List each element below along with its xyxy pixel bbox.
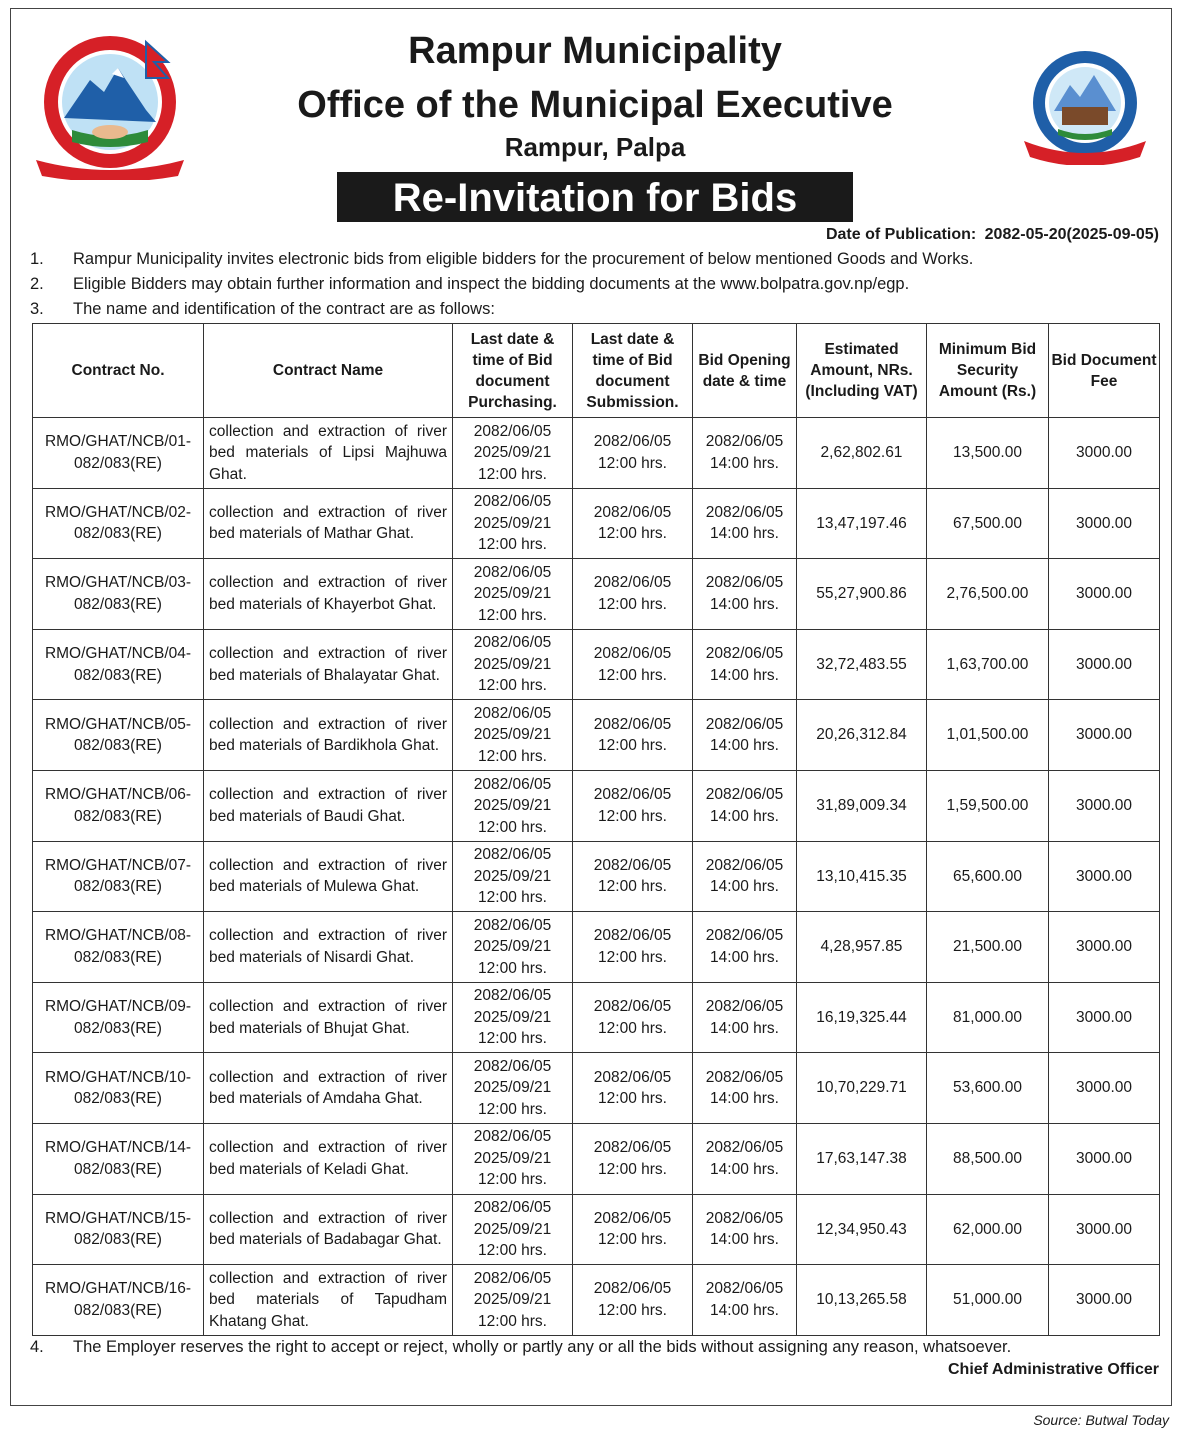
table-row: [33, 982, 1160, 1053]
cell-document-fee: 3000.00: [1049, 700, 1160, 771]
paragraph-2: [30, 275, 909, 294]
header-purchase-deadline: Last date & time of Bid document Purchasing.: [453, 324, 573, 418]
cell-bid-security: 53,600.00: [927, 1053, 1049, 1124]
cell-purchase-deadline: 2082/06/05 2025/09/21 12:00 hrs.: [453, 629, 573, 700]
table-body: [33, 418, 1160, 1336]
table-row: [33, 1123, 1160, 1194]
publication-date-label: Date of Publication:: [825, 226, 977, 243]
cell-opening-date: 2082/06/05 14:00 hrs.: [693, 841, 797, 912]
cell-contract-name: collection and extraction of river bed materials of Mathar Ghat.: [204, 488, 453, 559]
cell-bid-security: 21,500.00: [927, 912, 1049, 983]
cell-document-fee: 3000.00: [1049, 418, 1160, 489]
cell-contract-no: RMO/GHAT/NCB/14-082/083(RE): [33, 1123, 204, 1194]
contracts-table: [32, 323, 1160, 1336]
paragraph-text: The Employer reserves the right to accept or reject, wholly or partly any or all the bids without assigning any reason, whatsoever.: [73, 1338, 1012, 1356]
paragraph-number: 1.: [30, 250, 44, 268]
cell-document-fee: 3000.00: [1049, 841, 1160, 912]
cell-estimated-amount: 12,34,950.43: [797, 1194, 927, 1265]
cell-document-fee: 3000.00: [1049, 629, 1160, 700]
cell-estimated-amount: 17,63,147.38: [797, 1123, 927, 1194]
cell-contract-no: RMO/GHAT/NCB/01-082/083(RE): [33, 418, 204, 489]
cell-contract-name: collection and extraction of river bed materials of Tapudham Khatang Ghat.: [204, 1265, 453, 1336]
header-submission-deadline: Last date & time of Bid document Submission.: [573, 324, 693, 418]
cell-contract-name: collection and extraction of river bed materials of Bhalayatar Ghat.: [204, 629, 453, 700]
signatory: Chief Administrative Officer: [947, 1361, 1159, 1378]
publication-date-value: 2082-05-20(2025-09-05): [984, 226, 1159, 243]
paragraph-number: 3.: [30, 300, 44, 318]
table-row: [33, 912, 1160, 983]
cell-contract-no: RMO/GHAT/NCB/04-082/083(RE): [33, 629, 204, 700]
nepal-emblem-icon: [28, 30, 193, 180]
cell-purchase-deadline: 2082/06/05 2025/09/21 12:00 hrs.: [453, 559, 573, 630]
header-opening-date: Bid Opening date & time: [693, 324, 797, 418]
cell-bid-security: 1,63,700.00: [927, 629, 1049, 700]
cell-contract-no: RMO/GHAT/NCB/16-082/083(RE): [33, 1265, 204, 1336]
cell-purchase-deadline: 2082/06/05 2025/09/21 12:00 hrs.: [453, 418, 573, 489]
cell-bid-security: 88,500.00: [927, 1123, 1049, 1194]
cell-purchase-deadline: 2082/06/05 2025/09/21 12:00 hrs.: [453, 1194, 573, 1265]
cell-bid-security: 81,000.00: [927, 982, 1049, 1053]
cell-document-fee: 3000.00: [1049, 982, 1160, 1053]
cell-document-fee: 3000.00: [1049, 912, 1160, 983]
cell-opening-date: 2082/06/05 14:00 hrs.: [693, 1265, 797, 1336]
cell-document-fee: 3000.00: [1049, 488, 1160, 559]
cell-opening-date: 2082/06/05 14:00 hrs.: [693, 418, 797, 489]
cell-submission-deadline: 2082/06/05 12:00 hrs.: [573, 841, 693, 912]
organization-title: Rampur Municipality: [408, 30, 782, 72]
source-credit: Source: Butwal Today: [1033, 1412, 1169, 1428]
cell-contract-no: RMO/GHAT/NCB/05-082/083(RE): [33, 700, 204, 771]
cell-estimated-amount: 10,13,265.58: [797, 1265, 927, 1336]
cell-submission-deadline: 2082/06/05 12:00 hrs.: [573, 1194, 693, 1265]
publication-date: [822, 226, 1159, 244]
cell-submission-deadline: 2082/06/05 12:00 hrs.: [573, 488, 693, 559]
cell-purchase-deadline: 2082/06/05 2025/09/21 12:00 hrs.: [453, 1265, 573, 1336]
cell-document-fee: 3000.00: [1049, 1194, 1160, 1265]
paragraph-text: Eligible Bidders may obtain further information and inspect the bidding documents at the www.bolpatra.gov.np/egp.: [73, 275, 910, 293]
header-document-fee: Bid Document Fee: [1049, 324, 1160, 418]
office-title: Office of the Municipal Executive: [297, 84, 893, 126]
cell-contract-no: RMO/GHAT/NCB/03-082/083(RE): [33, 559, 204, 630]
cell-contract-no: RMO/GHAT/NCB/02-082/083(RE): [33, 488, 204, 559]
cell-estimated-amount: 31,89,009.34: [797, 770, 927, 841]
table-row: [33, 1194, 1160, 1265]
cell-bid-security: 2,76,500.00: [927, 559, 1049, 630]
cell-bid-security: 65,600.00: [927, 841, 1049, 912]
header-contract-name: Contract Name: [204, 324, 453, 418]
notice-title-banner: Re-Invitation for Bids: [337, 172, 853, 222]
cell-opening-date: 2082/06/05 14:00 hrs.: [693, 1123, 797, 1194]
cell-contract-no: RMO/GHAT/NCB/10-082/083(RE): [33, 1053, 204, 1124]
cell-contract-name: collection and extraction of river bed materials of Amdaha Ghat.: [204, 1053, 453, 1124]
cell-estimated-amount: 55,27,900.86: [797, 559, 927, 630]
cell-contract-name: collection and extraction of river bed materials of Khayerbot Ghat.: [204, 559, 453, 630]
table-row: [33, 700, 1160, 771]
cell-document-fee: 3000.00: [1049, 559, 1160, 630]
cell-submission-deadline: 2082/06/05 12:00 hrs.: [573, 982, 693, 1053]
cell-estimated-amount: 13,10,415.35: [797, 841, 927, 912]
cell-document-fee: 3000.00: [1049, 1123, 1160, 1194]
table-row: [33, 1265, 1160, 1336]
cell-contract-name: collection and extraction of river bed materials of Nisardi Ghat.: [204, 912, 453, 983]
paragraph-number: 2.: [30, 275, 44, 293]
cell-estimated-amount: 4,28,957.85: [797, 912, 927, 983]
cell-purchase-deadline: 2082/06/05 2025/09/21 12:00 hrs.: [453, 1053, 573, 1124]
cell-bid-security: 13,500.00: [927, 418, 1049, 489]
table-row: [33, 418, 1160, 489]
table-header-row: [33, 324, 1160, 418]
cell-submission-deadline: 2082/06/05 12:00 hrs.: [573, 1265, 693, 1336]
cell-submission-deadline: 2082/06/05 12:00 hrs.: [573, 1053, 693, 1124]
cell-estimated-amount: 32,72,483.55: [797, 629, 927, 700]
paragraph-text: Rampur Municipality invites electronic bids from eligible bidders for the procurement of below mentioned Goods and Works.: [73, 250, 974, 268]
table-row: [33, 559, 1160, 630]
cell-purchase-deadline: 2082/06/05 2025/09/21 12:00 hrs.: [453, 912, 573, 983]
cell-opening-date: 2082/06/05 14:00 hrs.: [693, 1053, 797, 1124]
cell-opening-date: 2082/06/05 14:00 hrs.: [693, 559, 797, 630]
table-row: [33, 1053, 1160, 1124]
cell-estimated-amount: 13,47,197.46: [797, 488, 927, 559]
cell-contract-name: collection and extraction of river bed materials of Keladi Ghat.: [204, 1123, 453, 1194]
header-contract-no: Contract No.: [33, 324, 204, 418]
cell-opening-date: 2082/06/05 14:00 hrs.: [693, 1194, 797, 1265]
cell-opening-date: 2082/06/05 14:00 hrs.: [693, 982, 797, 1053]
cell-bid-security: 1,01,500.00: [927, 700, 1049, 771]
cell-purchase-deadline: 2082/06/05 2025/09/21 12:00 hrs.: [453, 1123, 573, 1194]
cell-submission-deadline: 2082/06/05 12:00 hrs.: [573, 770, 693, 841]
cell-contract-no: RMO/GHAT/NCB/15-082/083(RE): [33, 1194, 204, 1265]
cell-contract-no: RMO/GHAT/NCB/09-082/083(RE): [33, 982, 204, 1053]
cell-estimated-amount: 20,26,312.84: [797, 700, 927, 771]
cell-document-fee: 3000.00: [1049, 770, 1160, 841]
paragraph-3: [30, 300, 495, 319]
cell-bid-security: 67,500.00: [927, 488, 1049, 559]
paragraph-text: The name and identification of the contract are as follows:: [73, 300, 495, 318]
cell-purchase-deadline: 2082/06/05 2025/09/21 12:00 hrs.: [453, 982, 573, 1053]
header-bid-security: Minimum Bid Security Amount (Rs.): [927, 324, 1049, 418]
paragraph-4: [30, 1338, 1011, 1357]
location-subtitle: Rampur, Palpa: [504, 132, 686, 162]
cell-contract-name: collection and extraction of river bed materials of Bardikhola Ghat.: [204, 700, 453, 771]
cell-purchase-deadline: 2082/06/05 2025/09/21 12:00 hrs.: [453, 488, 573, 559]
cell-opening-date: 2082/06/05 14:00 hrs.: [693, 912, 797, 983]
cell-purchase-deadline: 2082/06/05 2025/09/21 12:00 hrs.: [453, 841, 573, 912]
cell-opening-date: 2082/06/05 14:00 hrs.: [693, 629, 797, 700]
cell-submission-deadline: 2082/06/05 12:00 hrs.: [573, 700, 693, 771]
cell-bid-security: 51,000.00: [927, 1265, 1049, 1336]
rampur-municipality-seal-icon: [1018, 45, 1153, 165]
cell-submission-deadline: 2082/06/05 12:00 hrs.: [573, 559, 693, 630]
cell-contract-no: RMO/GHAT/NCB/07-082/083(RE): [33, 841, 204, 912]
table-row: [33, 770, 1160, 841]
cell-opening-date: 2082/06/05 14:00 hrs.: [693, 770, 797, 841]
cell-bid-security: 62,000.00: [927, 1194, 1049, 1265]
cell-contract-name: collection and extraction of river bed materials of Badabagar Ghat.: [204, 1194, 453, 1265]
cell-estimated-amount: 10,70,229.71: [797, 1053, 927, 1124]
cell-contract-name: collection and extraction of river bed materials of Mulewa Ghat.: [204, 841, 453, 912]
table-row: [33, 629, 1160, 700]
cell-submission-deadline: 2082/06/05 12:00 hrs.: [573, 629, 693, 700]
table-row: [33, 841, 1160, 912]
cell-contract-name: collection and extraction of river bed materials of Bhujat Ghat.: [204, 982, 453, 1053]
cell-submission-deadline: 2082/06/05 12:00 hrs.: [573, 912, 693, 983]
cell-opening-date: 2082/06/05 14:00 hrs.: [693, 488, 797, 559]
cell-estimated-amount: 2,62,802.61: [797, 418, 927, 489]
header-estimated-amount: Estimated Amount, NRs. (Including VAT): [797, 324, 927, 418]
table-row: [33, 488, 1160, 559]
cell-submission-deadline: 2082/06/05 12:00 hrs.: [573, 1123, 693, 1194]
cell-contract-no: RMO/GHAT/NCB/06-082/083(RE): [33, 770, 204, 841]
paragraph-number: 4.: [30, 1338, 44, 1356]
cell-contract-no: RMO/GHAT/NCB/08-082/083(RE): [33, 912, 204, 983]
cell-purchase-deadline: 2082/06/05 2025/09/21 12:00 hrs.: [453, 700, 573, 771]
cell-contract-name: collection and extraction of river bed materials of Lipsi Majhuwa Ghat.: [204, 418, 453, 489]
cell-opening-date: 2082/06/05 14:00 hrs.: [693, 700, 797, 771]
cell-document-fee: 3000.00: [1049, 1265, 1160, 1336]
cell-estimated-amount: 16,19,325.44: [797, 982, 927, 1053]
cell-contract-name: collection and extraction of river bed materials of Baudi Ghat.: [204, 770, 453, 841]
cell-submission-deadline: 2082/06/05 12:00 hrs.: [573, 418, 693, 489]
cell-purchase-deadline: 2082/06/05 2025/09/21 12:00 hrs.: [453, 770, 573, 841]
paragraph-1: [30, 250, 973, 269]
cell-document-fee: 3000.00: [1049, 1053, 1160, 1124]
cell-bid-security: 1,59,500.00: [927, 770, 1049, 841]
